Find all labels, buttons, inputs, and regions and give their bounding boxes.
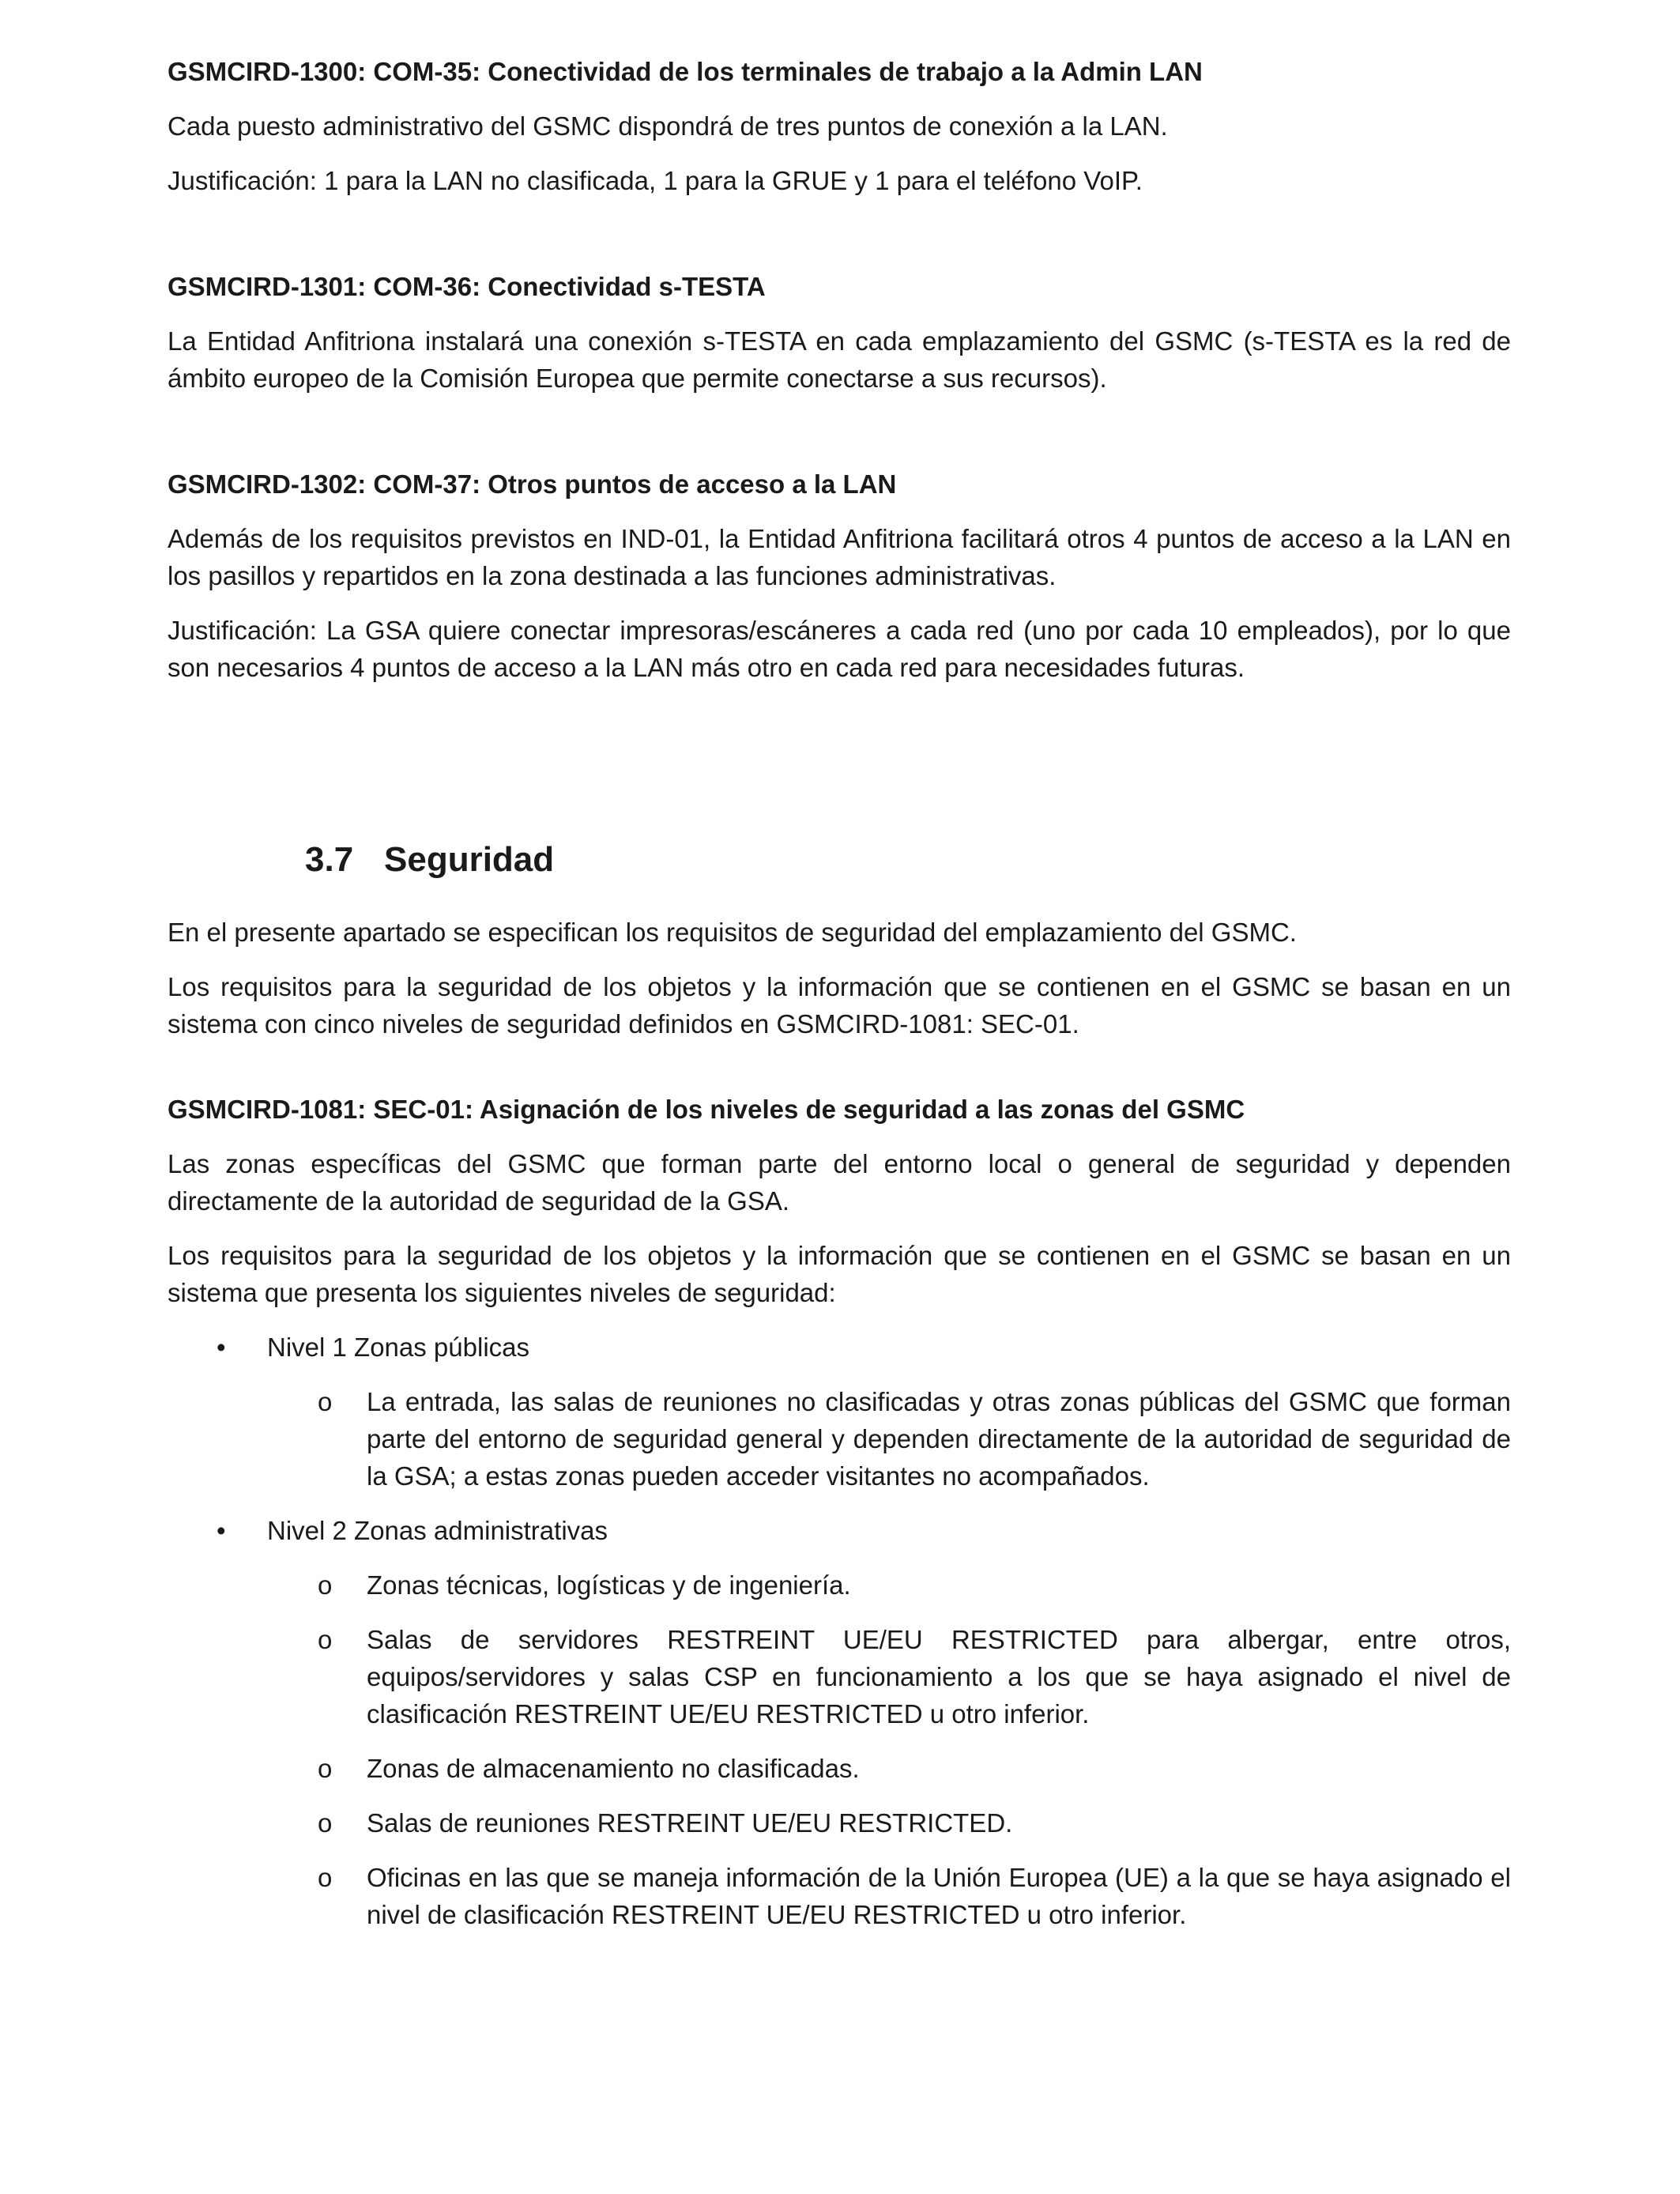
sub-list-item xyxy=(267,1621,1511,1732)
sub-bullet-marker: o xyxy=(318,1387,333,1416)
requirement-1300 xyxy=(168,54,1511,199)
section-title: Seguridad xyxy=(384,840,555,879)
sub-list-item xyxy=(267,1859,1511,1933)
paragraph: La Entidad Anfitriona instalará una conexión s-TESTA en cada emplazamiento del GSMC (s-TESTA es la red de ámbito europeo de la Comisión Europea que permite conectarse a sus recursos). xyxy=(168,326,1511,393)
sub-bullet-marker: o xyxy=(318,1754,333,1783)
paragraph: Los requisitos para la seguridad de los objetos y la información que se contienen en el GSMC se basan en un sistema con cinco niveles de seguridad definidos en GSMCIRD-1081: SEC-01. xyxy=(168,972,1511,1039)
sub-list-item xyxy=(267,1383,1511,1495)
bullet-marker: • xyxy=(217,1516,226,1545)
sub-list-item xyxy=(267,1750,1511,1787)
justification-paragraph: Justificación: 1 para la LAN no clasificada, 1 para la GRUE y 1 para el teléfono VoIP. xyxy=(168,166,1143,195)
section-number: 3.7 xyxy=(305,840,354,879)
section-heading xyxy=(305,838,1511,882)
sub-item-text: Oficinas en las que se maneja información de la Unión Europea (UE) a la que se haya asignado el nivel de clasificación RESTREINT UE/EU RESTRICTED u otro inferior. xyxy=(367,1863,1511,1929)
sub-bullet-marker: o xyxy=(318,1863,333,1892)
paragraph: Además de los requisitos previstos en IND-01, la Entidad Anfitriona facilitará otros 4 puntos de acceso a la LAN en los pasillos y repartidos en la zona destinada a las funciones administrativas. xyxy=(168,524,1511,590)
sub-bullet-marker: o xyxy=(318,1570,333,1600)
sub-bullet-marker: o xyxy=(318,1625,333,1654)
paragraph: Cada puesto administrativo del GSMC dispondrá de tres puntos de conexión a la LAN. xyxy=(168,111,1168,141)
list-item-level-2 xyxy=(168,1512,1511,1933)
requirement-title: GSMCIRD-1301: COM-36: Conectividad s-TESTA xyxy=(168,272,766,301)
sub-item-text: Zonas técnicas, logísticas y de ingeniería. xyxy=(367,1570,851,1600)
requirement-1081 xyxy=(168,1091,1511,1933)
bullet-marker: • xyxy=(217,1333,226,1362)
sub-list-item xyxy=(267,1804,1511,1842)
level-label: Nivel 1 Zonas públicas xyxy=(267,1333,529,1362)
sub-bullet-marker: o xyxy=(318,1808,333,1838)
section-seguridad xyxy=(168,838,1511,1042)
sub-list xyxy=(267,1383,1511,1495)
justification-paragraph: Justificación: La GSA quiere conectar impresoras/escáneres a cada red (uno por cada 10 empleados), por lo que son necesarios 4 puntos de acceso a la LAN más otro en cada red para necesidades futuras. xyxy=(168,616,1511,682)
sub-list-item xyxy=(267,1566,1511,1604)
paragraph: En el presente apartado se especifican los requisitos de seguridad del emplazamiento del GSMC. xyxy=(168,918,1297,947)
level-label: Nivel 2 Zonas administrativas xyxy=(267,1516,608,1545)
security-levels-list xyxy=(168,1329,1511,1933)
document-page xyxy=(168,54,1511,1951)
paragraph: Las zonas específicas del GSMC que forman parte del entorno local o general de seguridad y dependen directamente de la autoridad de seguridad de la GSA. xyxy=(168,1149,1511,1216)
paragraph: Los requisitos para la seguridad de los objetos y la información que se contienen en el GSMC se basan en un sistema que presenta los siguientes niveles de seguridad: xyxy=(168,1241,1511,1307)
requirement-title: GSMCIRD-1302: COM-37: Otros puntos de acceso a la LAN xyxy=(168,469,897,499)
requirement-1301 xyxy=(168,269,1511,397)
sub-item-text: Salas de servidores RESTREINT UE/EU RESTRICTED para albergar, entre otros, equipos/servidores y salas CSP en funcionamiento a los que se haya asignado el nivel de clasificación RESTREINT UE/EU RESTRICTED u otro inferior. xyxy=(367,1625,1511,1728)
sub-item-text: Salas de reuniones RESTREINT UE/EU RESTRICTED. xyxy=(367,1808,1013,1838)
requirement-title: GSMCIRD-1300: COM-35: Conectividad de los terminales de trabajo a la Admin LAN xyxy=(168,57,1203,86)
sub-item-text: La entrada, las salas de reuniones no clasificadas y otras zonas públicas del GSMC que forman parte del entorno de seguridad general y dependen directamente de la autoridad de seguridad de la GSA; a estas zonas pueden acceder visitantes no acompañados. xyxy=(367,1387,1511,1491)
list-item-level-1 xyxy=(168,1329,1511,1495)
sub-list xyxy=(267,1566,1511,1933)
requirement-1302 xyxy=(168,466,1511,686)
sub-item-text: Zonas de almacenamiento no clasificadas. xyxy=(367,1754,860,1783)
requirement-title: GSMCIRD-1081: SEC-01: Asignación de los niveles de seguridad a las zonas del GSMC xyxy=(168,1095,1245,1124)
